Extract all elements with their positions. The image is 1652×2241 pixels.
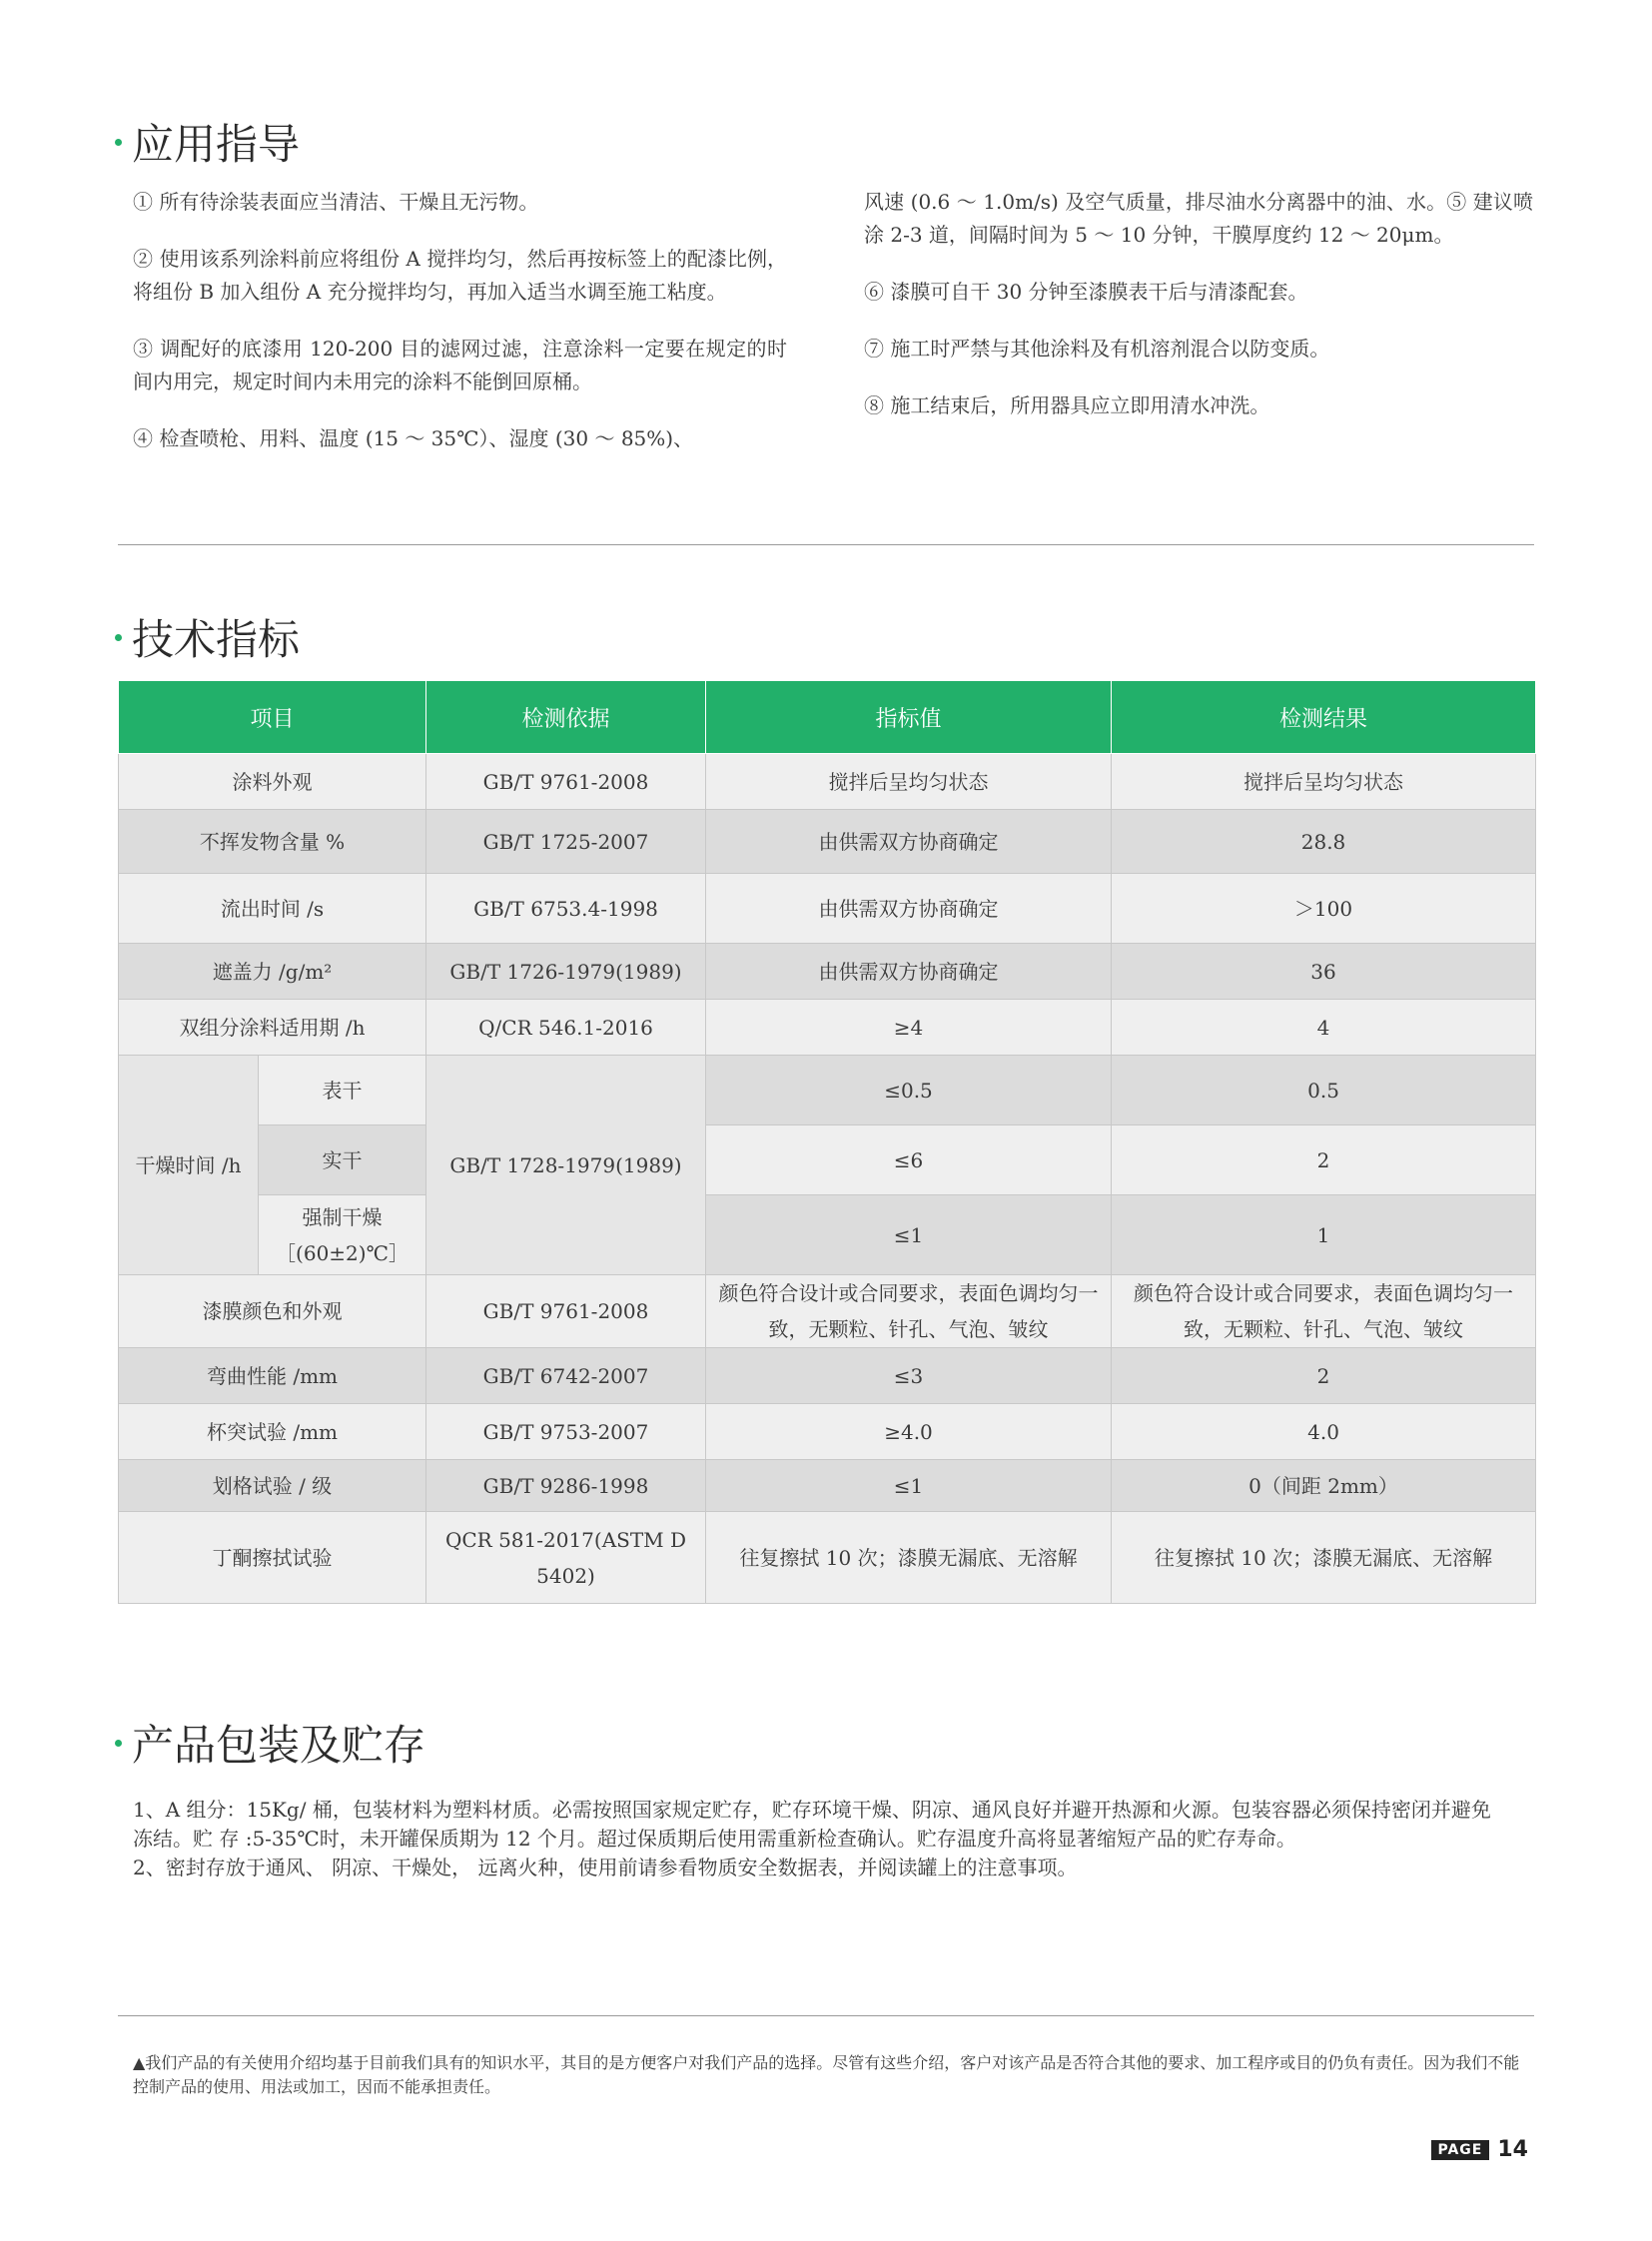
application-section-title — [115, 112, 300, 172]
application-step: ⑧ 施工结束后，所用器具应立即用清水冲洗。 — [864, 393, 1270, 417]
header-value: 指标值 — [706, 681, 1112, 754]
cell-result: ＞100 — [1112, 874, 1536, 944]
title-bullet-icon — [115, 634, 122, 641]
storage-line: 2、密封存放于通风、 阴凉、干燥处， 远离火种，使用前请参看物质安全数据表，并阅读罐上的注意事项。 — [133, 1856, 1078, 1879]
table-row — [119, 1275, 1536, 1348]
table-row — [119, 1512, 1536, 1604]
cell-item: 双组分涂料适用期 /h — [119, 1000, 426, 1056]
cell-item: 遮盖力 /g/m² — [119, 944, 426, 1000]
cell-value: 搅拌后呈均匀状态 — [706, 754, 1112, 810]
cell-result: 0.5 — [1112, 1056, 1536, 1125]
cell-subitem: 强制干燥［(60±2)℃］ — [259, 1195, 426, 1275]
header-basis: 检测依据 — [426, 681, 706, 754]
page-label: PAGE — [1431, 2140, 1490, 2160]
cell-drying-label: 干燥时间 /h — [119, 1056, 259, 1275]
application-step: ④ 检查喷枪、用料、温度 (15 ～ 35℃）、湿度 (30 ～ 85%)、 — [133, 426, 694, 450]
cell-value: 颜色符合设计或合同要求，表面色调均匀一致，无颗粒、针孔、气泡、皱纹 — [706, 1275, 1112, 1348]
cell-value: 由供需双方协商确定 — [706, 944, 1112, 1000]
cell-result: 2 — [1112, 1348, 1536, 1404]
application-step: ① 所有待涂装表面应当清洁、干燥且无污物。 — [133, 190, 539, 214]
application-title-text: 应用指导 — [132, 120, 301, 169]
cell-basis: Q/CR 546.1-2016 — [426, 1000, 706, 1056]
storage-line: 1、A 组分：15Kg/ 桶，包装材料为塑料材质。必需按照国家规定贮存，贮存环境干燥、阴凉、通风良好并避开热源和火源。包装容器必须保持密闭并避免冻结。贮 存 :5-35℃时，未开罐保质期为 12 个月。超过保质期后使用需重新检查确认。贮存温度升高将显著缩短产品的贮存寿命。 — [133, 1798, 1491, 1851]
spec-table-header — [119, 681, 1536, 754]
cell-item: 漆膜颜色和外观 — [119, 1275, 426, 1348]
cell-value: 由供需双方协商确定 — [706, 810, 1112, 874]
specs-section-title — [115, 607, 300, 667]
cell-value: ≥4.0 — [706, 1404, 1112, 1460]
application-step: 风速 (0.6 ～ 1.0m/s) 及空气质量，排尽油水分离器中的油、水。⑤ 建议喷涂 2-3 道，间隔时间为 5 ～ 10 分钟，干膜厚度约 12 ～ 20μm。 — [864, 190, 1533, 247]
cell-subitem: 表干 — [259, 1056, 426, 1125]
cell-result: 2 — [1112, 1125, 1536, 1195]
application-right-column — [864, 186, 1533, 446]
cell-item: 弯曲性能 /mm — [119, 1348, 426, 1404]
cell-result: 36 — [1112, 944, 1536, 1000]
cell-result: 4.0 — [1112, 1404, 1536, 1460]
cell-value: ≥4 — [706, 1000, 1112, 1056]
title-bullet-icon — [115, 1740, 122, 1747]
application-left-column — [133, 186, 787, 479]
section-divider — [118, 544, 1534, 545]
table-row — [119, 874, 1536, 944]
cell-value: ≤1 — [706, 1460, 1112, 1512]
application-step: ⑥ 漆膜可自干 30 分钟至漆膜表干后与清漆配套。 — [864, 280, 1308, 304]
table-row — [119, 810, 1536, 874]
cell-result: 1 — [1112, 1195, 1536, 1275]
disclaimer: ▲我们产品的有关使用介绍均基于目前我们具有的知识水平，其目的是方便客户对我们产品的选择。尽管有这些介绍，客户对该产品是否符合其他的要求、加工程序或目的仍负有责任。因为我们不能控制产品的使用、用法或加工，因而不能承担责任。 — [133, 2053, 1520, 2096]
application-step: ③ 调配好的底漆用 120-200 目的滤网过滤，注意涂料一定要在规定的时间内用完，规定时间内未用完的涂料不能倒回原桶。 — [133, 337, 787, 393]
cell-basis: GB/T 9761-2008 — [426, 754, 706, 810]
cell-value: ≤0.5 — [706, 1056, 1112, 1125]
spec-table — [118, 680, 1536, 1604]
cell-result: 28.8 — [1112, 810, 1536, 874]
cell-basis: GB/T 9761-2008 — [426, 1275, 706, 1348]
cell-item: 不挥发物含量 % — [119, 810, 426, 874]
table-row — [119, 1000, 1536, 1056]
cell-value: 由供需双方协商确定 — [706, 874, 1112, 944]
header-item: 项目 — [119, 681, 426, 754]
cell-basis: GB/T 1725-2007 — [426, 810, 706, 874]
cell-basis: GB/T 1726-1979(1989) — [426, 944, 706, 1000]
title-bullet-icon — [115, 139, 122, 146]
table-row — [119, 1460, 1536, 1512]
application-step: ⑦ 施工时严禁与其他涂料及有机溶剂混合以防变质。 — [864, 337, 1330, 361]
table-row — [119, 1348, 1536, 1404]
cell-result: 颜色符合设计或合同要求，表面色调均匀一致，无颗粒、针孔、气泡、皱纹 — [1112, 1275, 1536, 1348]
cell-basis: GB/T 6753.4-1998 — [426, 874, 706, 944]
table-row — [119, 1056, 1536, 1125]
cell-result: 搅拌后呈均匀状态 — [1112, 754, 1536, 810]
table-row — [119, 1125, 1536, 1195]
cell-value: ≤1 — [706, 1195, 1112, 1275]
cell-basis: GB/T 9286-1998 — [426, 1460, 706, 1512]
cell-item: 杯突试验 /mm — [119, 1404, 426, 1460]
cell-item: 划格试验 / 级 — [119, 1460, 426, 1512]
page-number-value: 14 — [1497, 2137, 1528, 2162]
table-row — [119, 1195, 1536, 1275]
specs-title-text: 技术指标 — [132, 615, 301, 664]
header-result: 检测结果 — [1112, 681, 1536, 754]
page-number — [1431, 2137, 1529, 2162]
table-row — [119, 1404, 1536, 1460]
cell-result: 0（间距 2mm） — [1112, 1460, 1536, 1512]
footer-divider — [118, 2015, 1534, 2016]
cell-basis: GB/T 9753-2007 — [426, 1404, 706, 1460]
storage-title-text: 产品包装及贮存 — [132, 1721, 426, 1770]
table-row — [119, 754, 1536, 810]
cell-result: 往复擦拭 10 次；漆膜无漏底、无溶解 — [1112, 1512, 1536, 1604]
cell-item: 丁酮擦拭试验 — [119, 1512, 426, 1604]
table-row — [119, 944, 1536, 1000]
cell-value: ≤3 — [706, 1348, 1112, 1404]
application-step: ② 使用该系列涂料前应将组份 A 搅拌均匀，然后再按标签上的配漆比例，将组份 B 加入组份 A 充分搅拌均匀，再加入适当水调至施工粘度。 — [133, 247, 787, 304]
cell-basis: GB/T 6742-2007 — [426, 1348, 706, 1404]
cell-drying-basis: GB/T 1728-1979(1989) — [426, 1056, 706, 1275]
cell-value: ≤6 — [706, 1125, 1112, 1195]
storage-text — [133, 1796, 1501, 1882]
cell-subitem: 实干 — [259, 1125, 426, 1195]
cell-item: 流出时间 /s — [119, 874, 426, 944]
cell-item: 涂料外观 — [119, 754, 426, 810]
cell-basis: QCR 581-2017(ASTM D 5402) — [426, 1512, 706, 1604]
storage-section-title — [115, 1713, 425, 1773]
cell-result: 4 — [1112, 1000, 1536, 1056]
cell-value: 往复擦拭 10 次；漆膜无漏底、无溶解 — [706, 1512, 1112, 1604]
